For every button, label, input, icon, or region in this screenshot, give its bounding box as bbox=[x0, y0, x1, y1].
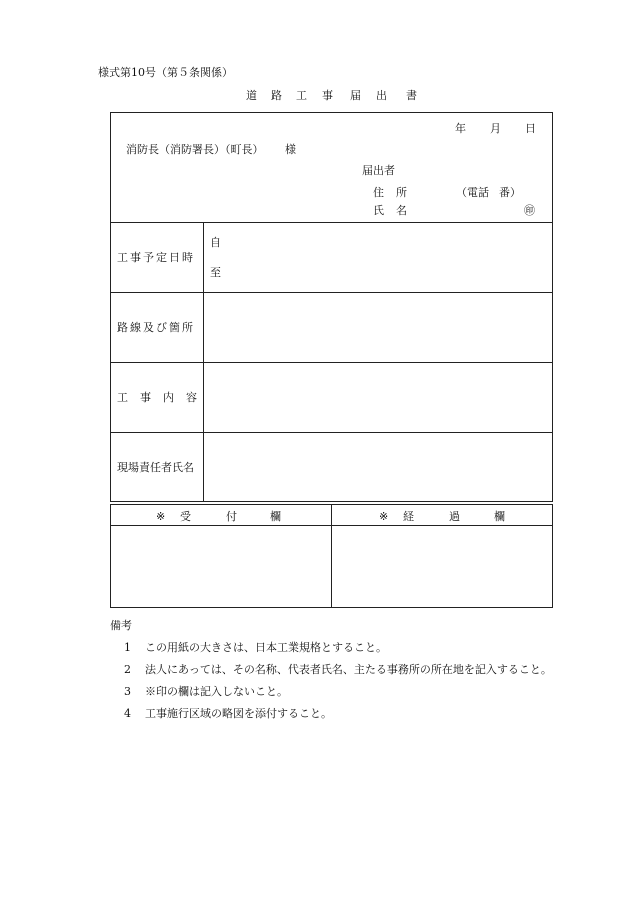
addressee-suffix: 様 bbox=[285, 143, 296, 156]
content-label-char: 工 bbox=[117, 391, 128, 404]
note-number: 3 bbox=[124, 685, 131, 698]
reception-header-char: 欄 bbox=[270, 510, 281, 523]
label-column-divider bbox=[203, 222, 204, 502]
form-number: 様式第10号（第５条関係） bbox=[98, 66, 233, 79]
main-form-table bbox=[110, 112, 553, 502]
lower-column-divider bbox=[331, 504, 332, 608]
title-char: 路 bbox=[271, 89, 282, 102]
notes-heading: 備考 bbox=[110, 619, 132, 632]
address-label-char: 住 bbox=[373, 186, 384, 199]
content-label-char: 容 bbox=[186, 391, 197, 404]
row-divider bbox=[110, 292, 553, 293]
note-number: 2 bbox=[124, 663, 131, 676]
title-char: 書 bbox=[406, 89, 417, 102]
row-divider bbox=[110, 362, 553, 363]
schedule-to-label: 至 bbox=[210, 266, 221, 279]
note-text: 工事施行区域の略図を添付すること。 bbox=[145, 707, 332, 720]
seal-mark: ㊞ bbox=[524, 204, 535, 217]
schedule-from-label: 自 bbox=[210, 236, 221, 249]
phone-label-open: （電話 bbox=[456, 186, 489, 199]
supervisor-label: 現場責任者氏名 bbox=[117, 461, 194, 474]
schedule-label: 工事予定日時 bbox=[117, 251, 195, 264]
content-label-char: 内 bbox=[163, 391, 174, 404]
document-title bbox=[0, 89, 630, 103]
content-label-char: 事 bbox=[140, 391, 151, 404]
title-char: 事 bbox=[322, 89, 333, 102]
date-month-label: 月 bbox=[490, 122, 501, 135]
address-label-char: 所 bbox=[396, 186, 407, 199]
title-char: 道 bbox=[246, 89, 257, 102]
reception-header-char: 受 bbox=[180, 510, 191, 523]
date-year-label: 年 bbox=[455, 122, 466, 135]
name-label-char: 名 bbox=[396, 204, 407, 217]
reception-header-char: 付 bbox=[226, 510, 237, 523]
reception-header-char: ※ bbox=[156, 510, 166, 523]
phone-label-close: 番） bbox=[499, 186, 521, 199]
applicant-label: 届出者 bbox=[362, 164, 395, 177]
note-number: 1 bbox=[124, 641, 131, 654]
note-text: この用紙の大きさは、日本工業規格とすること。 bbox=[145, 641, 387, 654]
name-label-char: 氏 bbox=[373, 204, 384, 217]
route-label: 路線及び箇所 bbox=[117, 321, 195, 334]
date-day-label: 日 bbox=[525, 122, 536, 135]
note-text: ※印の欄は記入しないこと。 bbox=[145, 685, 288, 698]
addressee: 消防長（消防署長）（町長） bbox=[126, 143, 264, 156]
title-char: 工 bbox=[296, 89, 307, 102]
progress-header-char: 欄 bbox=[494, 510, 505, 523]
progress-header-char: ※ bbox=[379, 510, 389, 523]
note-text: 法人にあっては、その名称、代表者氏名、主たる事務所の所在地を記入すること。 bbox=[145, 663, 552, 676]
title-char: 出 bbox=[376, 89, 387, 102]
note-number: 4 bbox=[124, 707, 131, 720]
row-divider bbox=[110, 432, 553, 433]
progress-header-char: 経 bbox=[403, 510, 414, 523]
title-char: 届 bbox=[350, 89, 361, 102]
row-divider bbox=[110, 222, 553, 223]
progress-header-char: 過 bbox=[449, 510, 460, 523]
